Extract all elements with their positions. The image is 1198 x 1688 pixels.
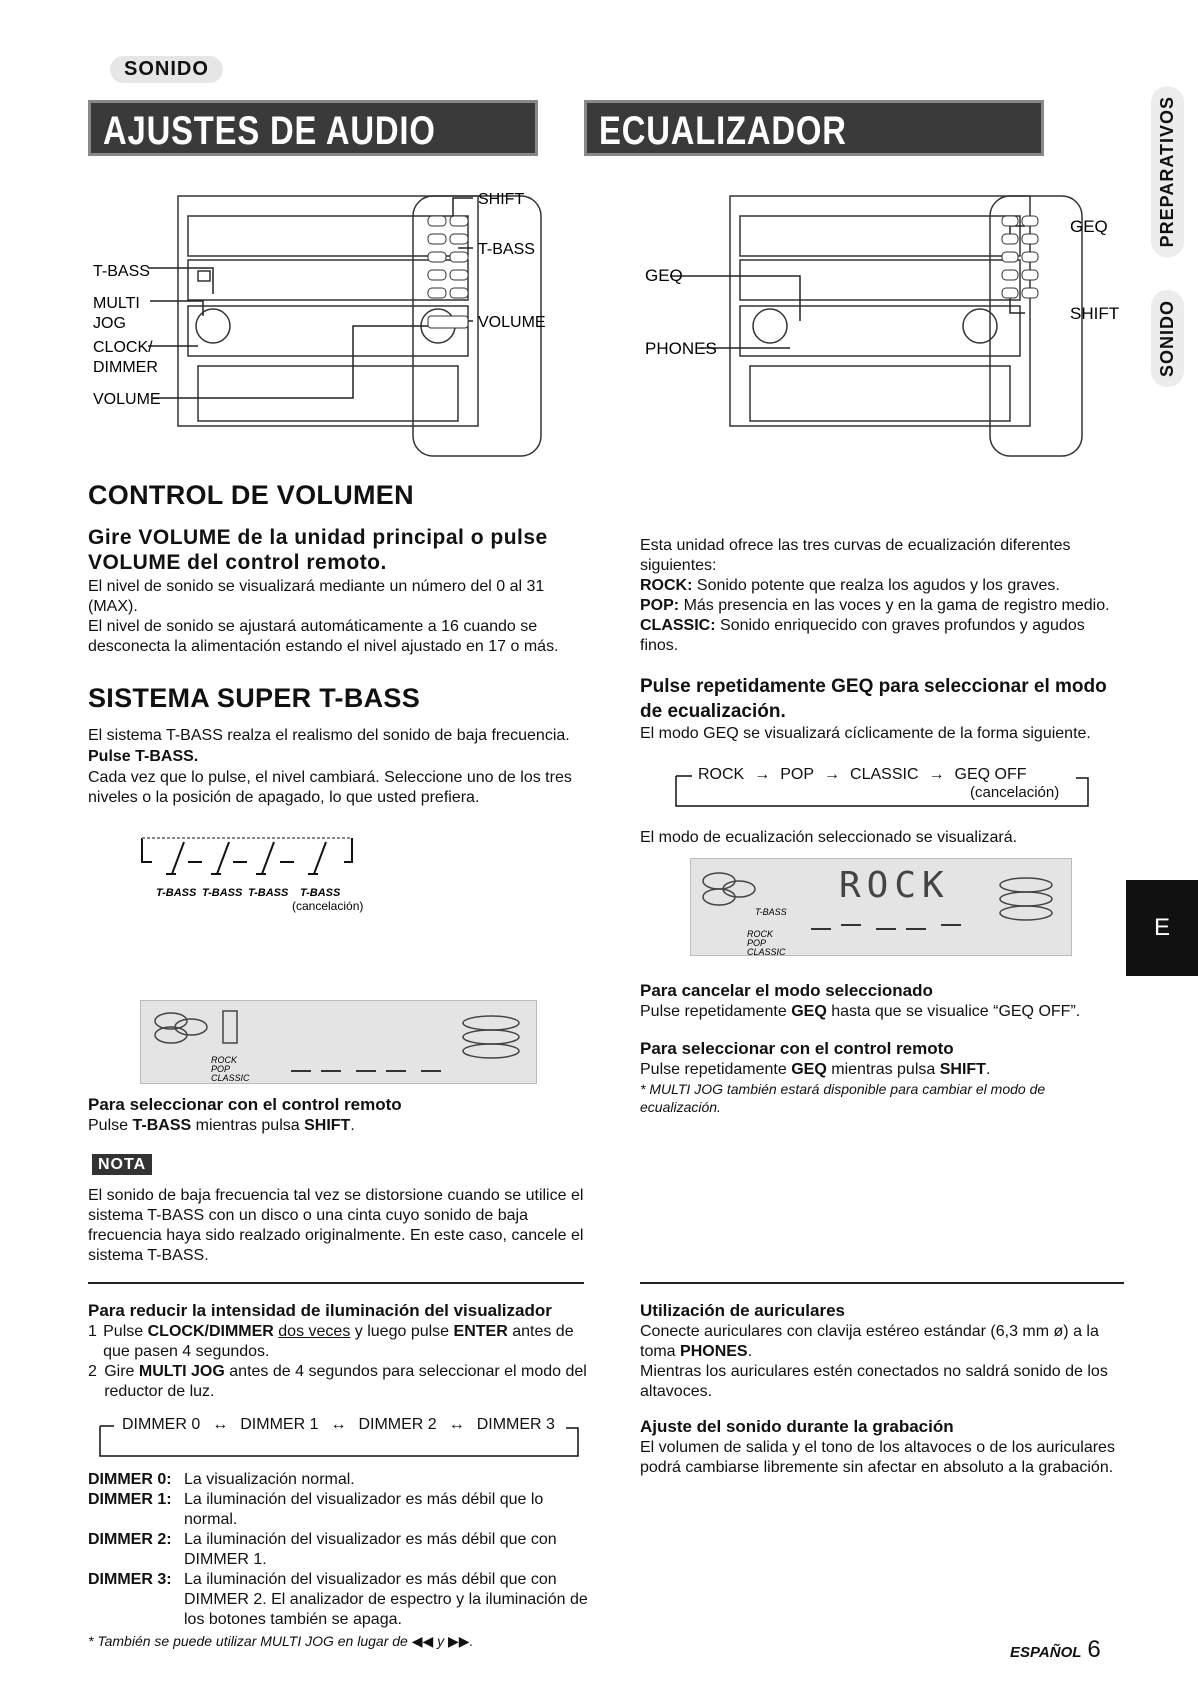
dimmer-definitions xyxy=(88,1470,588,1650)
tbass-lcd-graphic xyxy=(141,1001,536,1083)
tbass-cancel-label: (cancelación) xyxy=(292,899,364,913)
eq-rock-text: Sonido potente que realza los agudos y los graves. xyxy=(696,577,1060,594)
dimmer-def-3 xyxy=(88,1570,588,1630)
banner-equalizer-title: ECUALIZADOR GRAFICO xyxy=(599,109,847,201)
nota-text: El sonido de baja frecuencia tal vez se distorsione cuando se utilice el sistema T-BASS con un disco o una cinta cuyo sonido de baja frecuencia haya sido realzado originalmente. En este caso, cancele el sistema T-BASS. xyxy=(88,1187,584,1264)
tbass-p2: Cada vez que lo pulse, el nivel cambiará. Seleccione uno de los tres niveles o la posición de apagado, lo que usted prefiera. xyxy=(88,769,572,806)
label-phones: PHONES xyxy=(645,339,717,358)
dimmer-title: Para reducir la intensidad de iluminación del visualizador xyxy=(88,1301,552,1320)
left-column xyxy=(88,480,588,808)
recording-subtitle: Ajuste del sonido durante la grabación xyxy=(640,1417,954,1436)
dimmer-step2-num: 2 xyxy=(88,1363,97,1380)
stereo-diagram-right xyxy=(640,176,1120,466)
dimmer-def-1 xyxy=(88,1490,588,1530)
dimmer-def-2 xyxy=(88,1530,588,1570)
label-multi: MULTI xyxy=(93,295,140,312)
eq-rock-key: ROCK: xyxy=(640,577,693,594)
divider-right xyxy=(640,1282,1124,1284)
phones-subtitle: Utilización de auriculares xyxy=(640,1301,846,1320)
dimmer-def-2-key: DIMMER 2: xyxy=(88,1531,172,1548)
geq-lcd-mode-rock: ROCK xyxy=(747,929,774,939)
tbass-lcd-mode-pop: POP xyxy=(211,1064,231,1074)
label-shift-remote: SHIFT xyxy=(1070,304,1120,323)
label-clock: CLOCK/ xyxy=(93,339,153,356)
right-column xyxy=(640,536,1120,744)
label-jog: JOG xyxy=(93,315,126,332)
geq-lcd xyxy=(690,858,1072,956)
dimmer-def-0-val: La visualización normal. xyxy=(184,1471,355,1488)
dimmer-block xyxy=(88,1300,588,1402)
section-tag: SONIDO xyxy=(110,56,223,83)
stereo-body xyxy=(178,196,478,426)
geq-remote-b: mientras pulsa xyxy=(831,1061,936,1078)
label-geq: GEQ xyxy=(645,266,683,285)
label-geq-remote: GEQ xyxy=(1070,217,1108,236)
multi-jog-knob xyxy=(196,309,230,343)
tbass-lcd-mode-classic: CLASSIC xyxy=(211,1073,250,1083)
tbass-level-2: T-BASS xyxy=(202,887,243,899)
tbass-remote-mid: mientras pulsa xyxy=(195,1117,300,1134)
right-lower-block: Para cancelar el modo seleccionado Pulse repetidamente GEQ hasta que se visualice “GEQ OFF”. Para seleccionar con el control remoto Pulse repetidamente GEQ mientras pulsa SHIFT. * MULTI JOG también estará disponible para cambiar el modo de ecualización. xyxy=(640,980,1120,1116)
dimmer-step1-a: Pulse xyxy=(103,1323,144,1340)
geq-lcd-mode-classic: CLASSIC xyxy=(747,947,786,955)
geq-description: El modo GEQ se visualizará cíclicamente de la forma siguiente. xyxy=(640,725,1091,742)
tbass-remote-pre: Pulse xyxy=(88,1117,129,1134)
recording-text: El volumen de salida y el tono de los altavoces o de los auriculares podrá cambiarse libremente sin afectar en absoluto a la grabación. xyxy=(640,1439,1115,1476)
dimmer-flow-2: DIMMER 2 xyxy=(358,1416,437,1433)
side-tab-sonido: SONIDO xyxy=(1151,290,1184,387)
geq-remote-a: Pulse repetidamente xyxy=(640,1061,787,1078)
geq-lcd-mode-pop: POP xyxy=(747,938,767,948)
tbass-level-3: T-BASS xyxy=(248,887,289,899)
label-shift: SHIFT xyxy=(478,191,525,208)
geq-lcd-text: ROCK xyxy=(839,865,950,906)
tbass-p1: El sistema T-BASS realza el realismo del sonido de baja frecuencia. xyxy=(88,727,570,744)
cancel-a: Pulse repetidamente xyxy=(640,1003,787,1020)
nota-badge xyxy=(92,1156,152,1174)
tbass-remote-subtitle: Para seleccionar con el control remoto xyxy=(88,1095,402,1114)
geq-flow-rock: ROCK xyxy=(698,766,745,783)
tbass-level-1: T-BASS xyxy=(156,887,197,899)
stereo-body xyxy=(730,196,1030,426)
footer-language: ESPAÑOL xyxy=(1010,1644,1082,1661)
dimmer-flow-1: DIMMER 1 xyxy=(240,1416,319,1433)
dimmer-flow-0: DIMMER 0 xyxy=(122,1416,201,1433)
dimmer-step2-b: antes de 4 segundos para seleccionar el modo del reductor de luz. xyxy=(104,1363,587,1400)
phones-p2: Mientras los auriculares estén conectados no saldrá sonido de los altavoces. xyxy=(640,1363,1108,1400)
tbass-remote-key2: SHIFT xyxy=(304,1117,351,1134)
dimmer-def-2-val: La iluminación del visualizador es más débil que con DIMMER 1. xyxy=(184,1531,557,1568)
dimmer-def-1-val: La iluminación del visualizador es más débil que lo normal. xyxy=(184,1491,544,1528)
stereo-diagram-left xyxy=(88,176,548,466)
label-dimmer: DIMMER xyxy=(93,359,158,376)
dimmer-step1-key2: ENTER xyxy=(453,1323,508,1340)
dimmer-note: * También se puede utilizar MULTI JOG en lugar de ◀◀ y ▶▶. xyxy=(88,1633,474,1649)
page-footer xyxy=(1010,1636,1101,1664)
cancel-key: GEQ xyxy=(791,1003,827,1020)
label-tbass-remote: T-BASS xyxy=(478,241,535,258)
tbass-press: Pulse T-BASS. xyxy=(88,748,199,765)
geq-remote-subtitle: Para seleccionar con el control remoto xyxy=(640,1039,954,1058)
tbass-title: SISTEMA SUPER T-BASS xyxy=(88,683,421,713)
geq-flow-items: ROCK → POP → CLASSIC → GEQ OFF xyxy=(698,766,1027,783)
dimmer-step2-key: MULTI JOG xyxy=(138,1363,225,1380)
geq-remote-note: * MULTI JOG también estará disponible para cambiar el modo de ecualización. xyxy=(640,1081,1046,1115)
geq-lcd-tbass: T-BASS xyxy=(755,907,787,917)
tbass-lcd-mode-rock: ROCK xyxy=(211,1055,238,1065)
dimmer-step1-num: 1 xyxy=(88,1323,97,1340)
dimmer-step1-key1: CLOCK/DIMMER xyxy=(147,1323,274,1340)
geq-remote-key2: SHIFT xyxy=(939,1061,986,1078)
label-volume: VOLUME xyxy=(93,391,161,408)
tbass-remote-key1: T-BASS xyxy=(132,1117,192,1134)
tbass-lcd xyxy=(140,1000,537,1084)
cancel-subtitle: Para cancelar el modo seleccionado xyxy=(640,981,933,1000)
phones-p1: Conecte auriculares con clavija estéreo estándar (6,3 mm ø) a la toma xyxy=(640,1323,1099,1360)
dimmer-flow-3: DIMMER 3 xyxy=(476,1416,555,1433)
dimmer-step1-c: antes de que pasen 4 segundos. xyxy=(103,1323,574,1360)
cancel-b: hasta que se visualice “GEQ OFF”. xyxy=(831,1003,1081,1020)
geq-remote-key1: GEQ xyxy=(791,1061,827,1078)
label-tbass: T-BASS xyxy=(93,263,150,280)
dimmer-step1-under: dos veces xyxy=(278,1323,351,1340)
language-tab: E xyxy=(1126,880,1198,976)
dimmer-def-0-key: DIMMER 0: xyxy=(88,1471,172,1488)
control-volume-p2: El nivel de sonido se ajustará automáticamente a 16 cuando se desconecta la alimentación estando el nivel ajustado en 17 o más. xyxy=(88,618,559,655)
geq-flow xyxy=(672,766,1092,812)
dimmer-step1-b: y luego pulse xyxy=(354,1323,450,1340)
side-tab-preparativos: PREPARATIVOS xyxy=(1151,86,1184,257)
dimmer-step2-a: Gire xyxy=(104,1363,135,1380)
geq-cancel-label: (cancelación) xyxy=(970,784,1060,801)
dimmer-def-1-key: DIMMER 1: xyxy=(88,1491,172,1508)
eq-classic-key: CLASSIC: xyxy=(640,617,716,634)
banner-audio-title: AJUSTES DE AUDIO xyxy=(103,109,436,153)
geq-shown: El modo de ecualización seleccionado se visualizará. xyxy=(640,829,1018,846)
control-volume-p1: El nivel de sonido se visualizará mediante un número del 0 al 31 (MAX). xyxy=(88,578,545,615)
geq-flow-classic: CLASSIC xyxy=(850,766,919,783)
dimmer-def-3-key: DIMMER 3: xyxy=(88,1571,172,1588)
dimmer-def-3-val: La iluminación del visualizador es más débil que con DIMMER 2. El analizador de espectro y la iluminación de los botones también se apaga. xyxy=(184,1571,588,1628)
geq-flow-off: GEQ OFF xyxy=(954,766,1027,783)
eq-pop-text: Más presencia en las voces y en la gama de registro medio. xyxy=(683,597,1110,614)
dimmer-def-0 xyxy=(88,1470,588,1490)
tbass-remote-block: Para seleccionar con el control remoto Pulse T-BASS mientras pulsa SHIFT. xyxy=(88,1094,588,1136)
eq-classic-text: Sonido enriquecido con graves profundos y agudos finos. xyxy=(640,617,1085,654)
dimmer-flow-items: DIMMER 0 ↔ DIMMER 1 ↔ DIMMER 2 ↔ DIMMER 3 xyxy=(122,1416,555,1433)
phones-key: PHONES xyxy=(680,1343,748,1360)
page-number: 6 xyxy=(1087,1636,1101,1663)
control-volume-title: CONTROL DE VOLUMEN xyxy=(88,480,414,510)
banner-equalizer xyxy=(584,100,1044,201)
dimmer-flow xyxy=(96,1416,582,1462)
control-volume-subtitle: Gire VOLUME de la unidad principal o pulse VOLUME del control remoto. xyxy=(88,526,548,574)
eq-intro: Esta unidad ofrece las tres curvas de ecualización diferentes siguientes: xyxy=(640,537,1071,574)
phones-block: Utilización de auriculares Conecte auriculares con clavija estéreo estándar (6,3 mm ø) a la toma PHONES. Mientras los auriculares estén conectados no saldrá sonido de los altavoces. Ajuste del sonido durante la grabación El volumen de salida y el tono de los altavoces o de los auriculares podrá cambiarse libremente sin afectar en absoluto a la grabación. xyxy=(640,1300,1124,1478)
label-volume-remote: VOLUME xyxy=(478,314,546,331)
banner-audio xyxy=(88,100,538,156)
divider-left xyxy=(88,1282,584,1284)
tbass-level-off: T-BASS xyxy=(300,887,341,899)
tbass-level-cycle xyxy=(132,834,372,934)
eq-pop-key: POP: xyxy=(640,597,680,614)
geq-subtitle: Pulse repetidamente GEQ para seleccionar el modo de ecualización. xyxy=(640,676,1107,722)
geq-flow-pop: POP xyxy=(780,766,815,783)
nota-label: NOTA xyxy=(92,1154,152,1175)
